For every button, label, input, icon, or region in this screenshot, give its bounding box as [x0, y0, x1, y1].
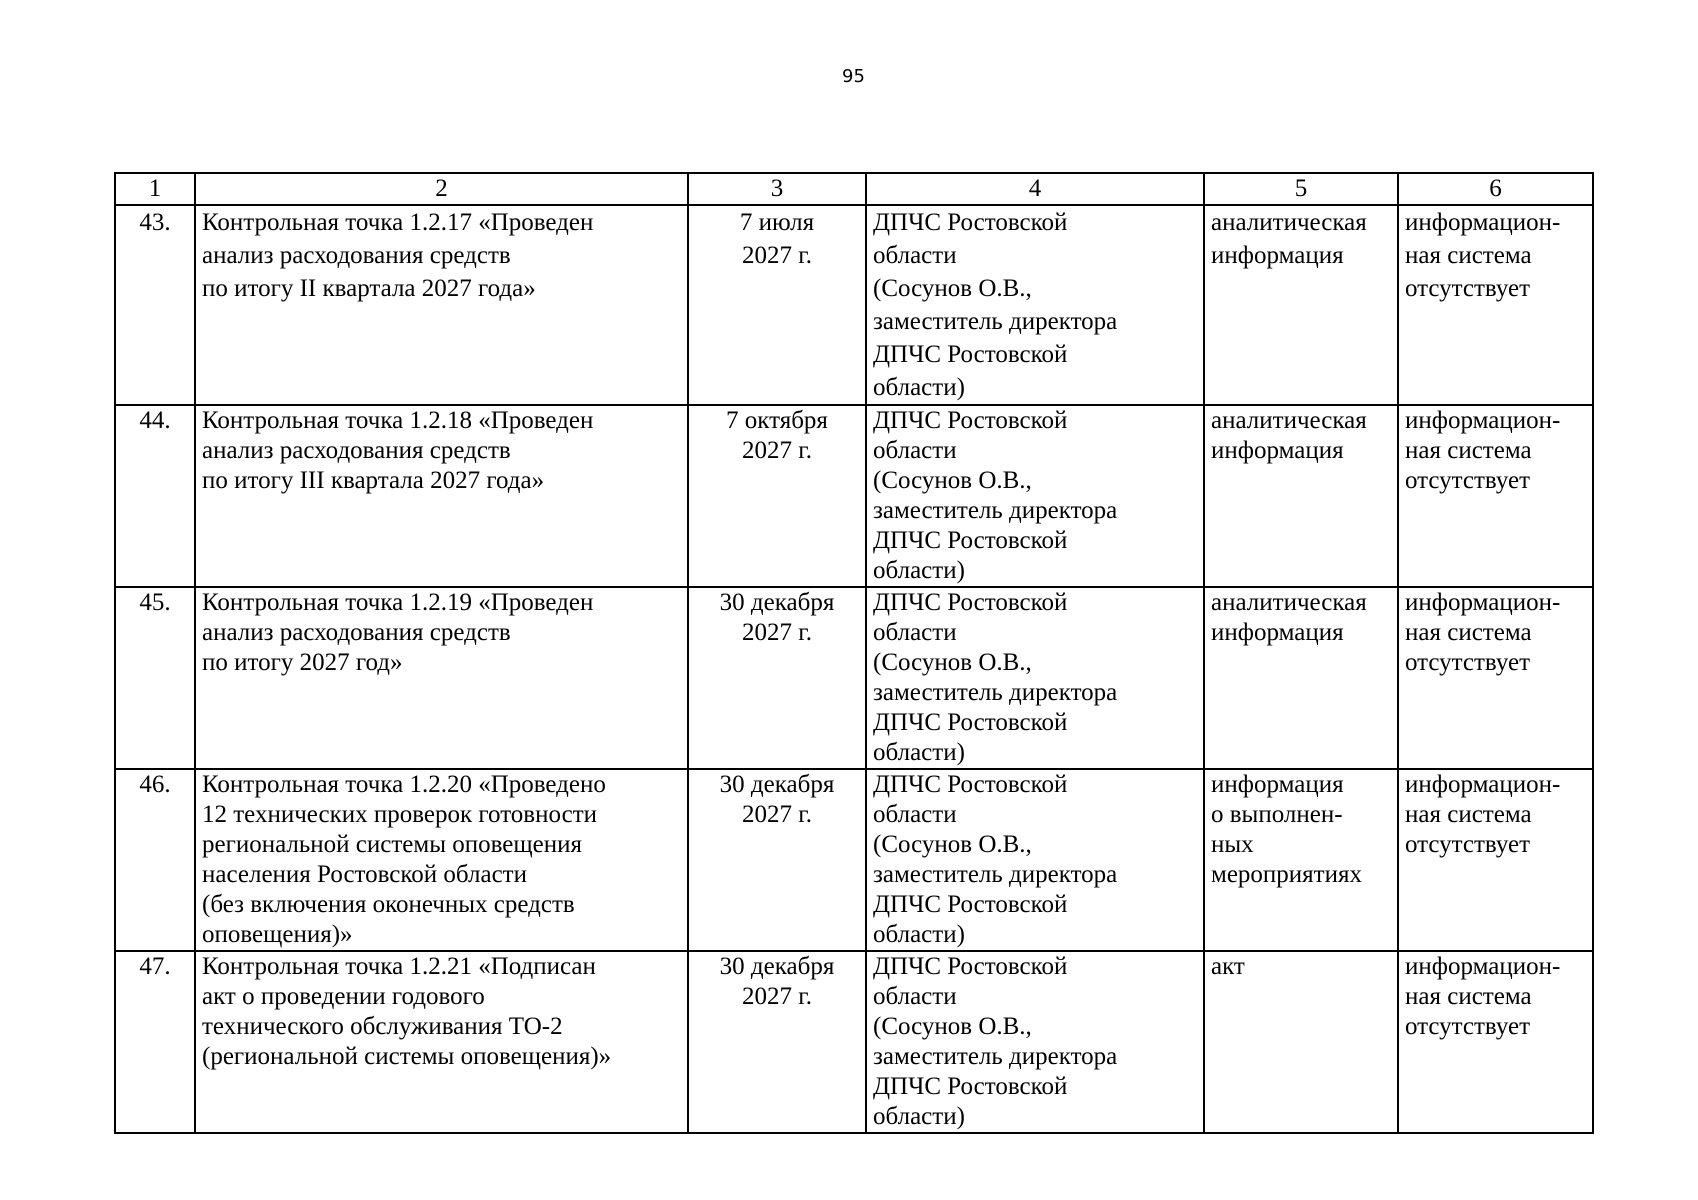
table-row [115, 769, 1593, 951]
row-number: 47. [139, 953, 171, 980]
document-cell [1204, 405, 1398, 587]
row-number: 44. [139, 407, 171, 434]
control-point-cell [195, 951, 688, 1133]
responsible-cell [866, 951, 1204, 1133]
document-text: акт [1211, 953, 1245, 980]
control-point-cell [195, 405, 688, 587]
date-cell [688, 405, 866, 587]
document-cell [1204, 951, 1398, 1133]
responsible-cell [866, 769, 1204, 951]
control-point-text: Контрольная точка 1.2.18 «Проведен анализ расходования средств по итогу III квартала 2027 года» [202, 407, 594, 494]
date-cell [688, 205, 866, 405]
document-text: информация о выполнен- ных мероприятиях [1211, 771, 1362, 888]
info-system-text: информацион- ная система отсутствует [1405, 589, 1561, 676]
control-point-cell [195, 587, 688, 769]
column-header: 2 [195, 173, 688, 205]
row-number: 43. [139, 209, 171, 236]
responsible-text: ДПЧС Ростовской области (Сосунов О.В., заместитель директора ДПЧС Ростовской области) [873, 407, 1118, 584]
responsible-text: ДПЧС Ростовской области (Сосунов О.В., заместитель директора ДПЧС Ростовской области) [873, 589, 1118, 766]
info-system-cell [1398, 205, 1593, 405]
info-system-text: информацион- ная система отсутствует [1405, 407, 1561, 494]
row-number-cell [115, 405, 195, 587]
control-points-table [114, 172, 1594, 1134]
document-text: аналитическая информация [1211, 209, 1367, 269]
responsible-cell [866, 405, 1204, 587]
document-cell [1204, 587, 1398, 769]
date-text: 30 декабря 2027 г. [719, 771, 835, 828]
document-cell [1204, 769, 1398, 951]
responsible-cell [866, 587, 1204, 769]
column-header: 6 [1398, 173, 1593, 205]
document-cell [1204, 205, 1398, 405]
date-text: 30 декабря 2027 г. [719, 953, 835, 1010]
date-cell [688, 769, 866, 951]
table-header-row [115, 173, 1593, 205]
document-text: аналитическая информация [1211, 407, 1367, 464]
column-header: 5 [1204, 173, 1398, 205]
info-system-cell [1398, 587, 1593, 769]
control-point-text: Контрольная точка 1.2.19 «Проведен анализ расходования средств по итогу 2027 год» [202, 589, 594, 676]
date-text: 7 июля 2027 г. [739, 209, 815, 269]
responsible-text: ДПЧС Ростовской области (Сосунов О.В., заместитель директора ДПЧС Ростовской области) [873, 953, 1118, 1130]
info-system-text: информацион- ная система отсутствует [1405, 953, 1561, 1040]
info-system-cell [1398, 405, 1593, 587]
row-number-cell [115, 769, 195, 951]
control-point-text: Контрольная точка 1.2.21 «Подписан акт о проведении годового технического обслуживания ТО-2 (региональной системы оповещения)» [202, 953, 612, 1070]
date-cell [688, 951, 866, 1133]
column-header: 4 [866, 173, 1204, 205]
date-cell [688, 587, 866, 769]
table-row [115, 951, 1593, 1133]
table-row [115, 587, 1593, 769]
page-number: 95 [842, 66, 865, 87]
responsible-text: ДПЧС Ростовской области (Сосунов О.В., заместитель директора ДПЧС Ростовской области) [873, 209, 1118, 401]
table-row [115, 205, 1593, 405]
date-text: 30 декабря 2027 г. [719, 589, 835, 646]
control-point-cell [195, 205, 688, 405]
info-system-text: информацион- ная система отсутствует [1405, 771, 1561, 858]
column-header: 1 [115, 173, 195, 205]
responsible-text: ДПЧС Ростовской области (Сосунов О.В., заместитель директора ДПЧС Ростовской области) [873, 771, 1118, 948]
document-text: аналитическая информация [1211, 589, 1367, 646]
info-system-cell [1398, 951, 1593, 1133]
row-number-cell [115, 587, 195, 769]
responsible-cell [866, 205, 1204, 405]
info-system-text: информацион- ная система отсутствует [1405, 209, 1561, 302]
control-point-text: Контрольная точка 1.2.17 «Проведен анализ расходования средств по итогу II квартала 2027 года» [202, 209, 594, 302]
date-text: 7 октября 2027 г. [726, 407, 828, 464]
control-point-cell [195, 769, 688, 951]
row-number: 45. [139, 589, 171, 616]
control-point-text: Контрольная точка 1.2.20 «Проведено 12 технических проверок готовности региональной системы оповещения населения Ростовской области (без включения оконечных средств оповещения)» [202, 771, 606, 948]
info-system-cell [1398, 769, 1593, 951]
table-row [115, 405, 1593, 587]
row-number-cell [115, 205, 195, 405]
row-number-cell [115, 951, 195, 1133]
row-number: 46. [139, 771, 171, 798]
column-header: 3 [688, 173, 866, 205]
